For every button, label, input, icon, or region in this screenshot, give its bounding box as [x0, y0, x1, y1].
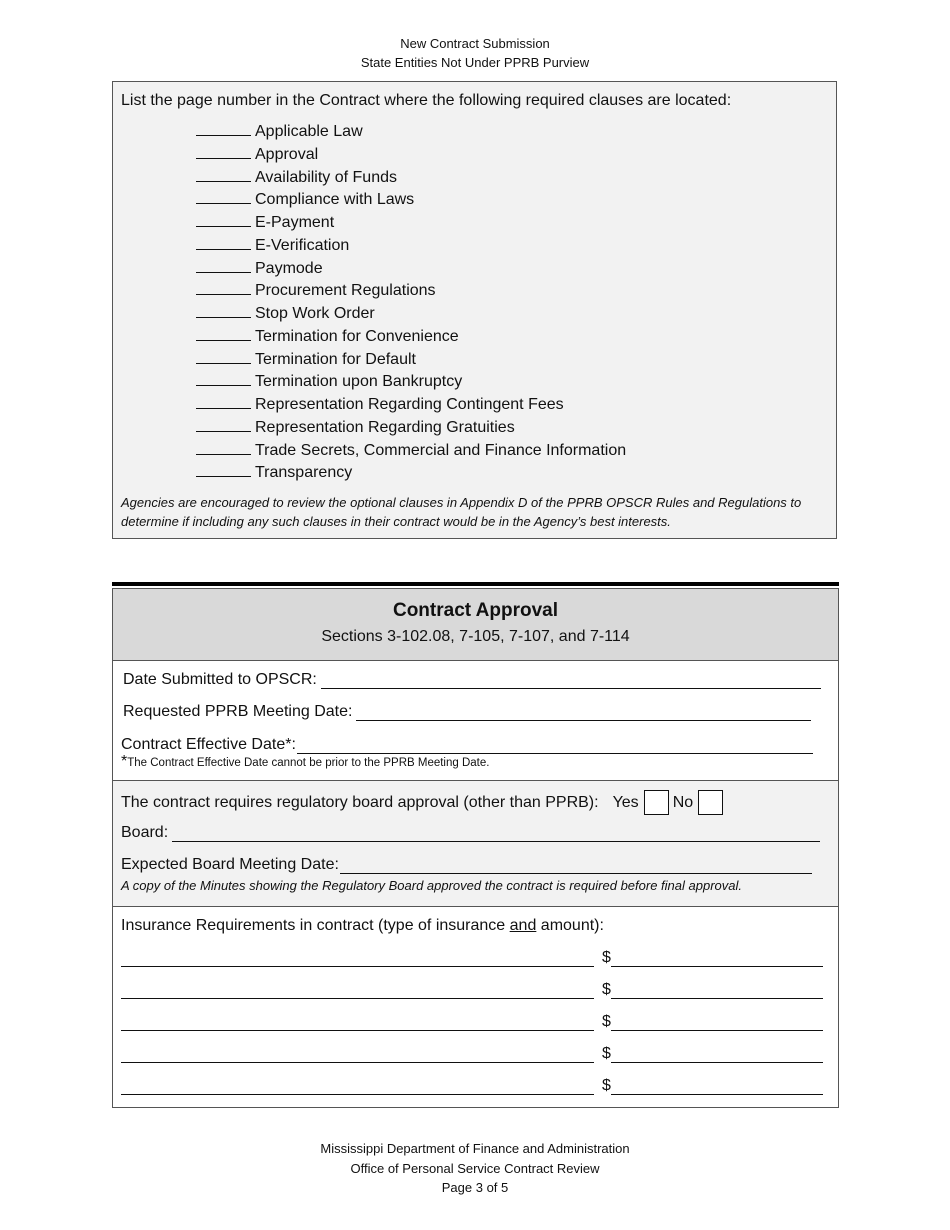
insurance-row: [121, 1013, 823, 1031]
clause-page-blank[interactable]: [196, 349, 251, 364]
insurance-label-pre: Insurance Requirements in contract (type of insurance: [121, 917, 510, 934]
board-row: [121, 824, 820, 842]
clause-item: [196, 144, 626, 167]
insurance-amount-field[interactable]: [611, 1048, 823, 1063]
insurance-row: [121, 1077, 823, 1095]
clause-page-blank[interactable]: [196, 303, 251, 318]
meeting-date-row: [123, 703, 811, 721]
yes-label: Yes: [612, 793, 639, 811]
board-meeting-row: [121, 856, 812, 874]
clause-label: Trade Secrets, Commercial and Finance Information: [255, 441, 627, 459]
dollar-sign: $: [602, 1013, 611, 1030]
effective-date-note: [121, 753, 489, 771]
clause-item: [196, 303, 626, 326]
clause-page-blank[interactable]: [196, 394, 251, 409]
clause-page-blank[interactable]: [196, 189, 251, 204]
meeting-date-label: Requested PPRB Meeting Date:: [123, 703, 353, 720]
clause-item: [196, 394, 626, 417]
footer-office: Office of Personal Service Contract Review: [350, 1160, 600, 1176]
clause-label: Availability of Funds: [255, 168, 397, 186]
clause-item: [196, 189, 626, 212]
header-title: New Contract Submission: [400, 36, 550, 51]
page-footer: [0, 1139, 950, 1198]
clause-page-blank[interactable]: [196, 371, 251, 386]
clause-label: Representation Regarding Gratuities: [255, 418, 515, 436]
insurance-type-field[interactable]: [121, 952, 594, 967]
clause-label: Approval: [255, 145, 319, 163]
yes-checkbox[interactable]: [644, 790, 669, 815]
date-submitted-field[interactable]: [321, 674, 821, 689]
page-number: Page 3 of 5: [441, 1180, 509, 1195]
header-subtitle: State Entities Not Under PPRB Purview: [360, 55, 590, 70]
insurance-amount-field[interactable]: [611, 984, 823, 999]
no-checkbox[interactable]: [698, 790, 723, 815]
clause-item: [196, 212, 626, 235]
clause-label: Compliance with Laws: [255, 191, 415, 209]
clause-item: [196, 417, 626, 440]
insurance-section: [113, 907, 838, 1107]
board-meeting-label: Expected Board Meeting Date:: [121, 856, 339, 873]
insurance-type-field[interactable]: [121, 1016, 594, 1031]
clause-page-blank[interactable]: [196, 212, 251, 227]
regulatory-board-section: [113, 781, 838, 907]
required-clauses-box: [112, 81, 837, 539]
clause-page-blank[interactable]: [196, 440, 251, 455]
effective-date-label: Contract Effective Date*:: [121, 736, 296, 753]
board-label: Board:: [121, 824, 169, 841]
clause-label: Stop Work Order: [255, 305, 375, 322]
board-question: The contract requires regulatory board approval (other than PPRB):: [121, 793, 599, 811]
clause-item: [196, 440, 626, 463]
clause-page-blank[interactable]: [196, 280, 251, 295]
board-field[interactable]: [172, 827, 820, 842]
clause-page-blank[interactable]: [196, 167, 251, 182]
clause-page-blank[interactable]: [196, 462, 251, 477]
footer-department: Mississippi Department of Finance and Administration: [320, 1141, 630, 1156]
insurance-amount-field[interactable]: [611, 952, 823, 967]
clause-label: Paymode: [255, 259, 323, 277]
clause-page-blank[interactable]: [196, 417, 251, 432]
clause-item: [196, 167, 626, 190]
clause-item: [196, 326, 626, 349]
clause-label: Representation Regarding Contingent Fees: [255, 396, 564, 413]
no-label: No: [672, 793, 694, 811]
dollar-sign: $: [602, 981, 611, 998]
clause-label: Applicable Law: [255, 123, 363, 140]
dollar-sign: $: [602, 1045, 611, 1062]
page-header: [0, 34, 950, 72]
dates-section: [113, 661, 838, 781]
insurance-label-and: and: [509, 917, 537, 934]
clause-label: Procurement Regulations: [255, 282, 436, 300]
meeting-date-field[interactable]: [356, 706, 811, 721]
clause-item: [196, 462, 626, 485]
dollar-sign: $: [602, 949, 611, 966]
date-submitted-row: [123, 671, 821, 689]
clauses-intro: List the page number in the Contract where the following required clauses are located:: [121, 92, 732, 109]
board-meeting-field[interactable]: [340, 859, 812, 874]
clause-item: [196, 280, 626, 303]
insurance-row: [121, 981, 823, 999]
clause-label: Termination for Default: [255, 350, 416, 368]
clause-page-blank[interactable]: [196, 144, 251, 159]
clause-item: [196, 349, 626, 372]
section-divider: [112, 582, 839, 586]
clause-label: Termination for Convenience: [255, 327, 459, 345]
insurance-label-post: amount):: [536, 917, 604, 934]
clause-page-blank[interactable]: [196, 326, 251, 341]
insurance-row: [121, 1045, 823, 1063]
clause-label: E-Payment: [255, 214, 335, 231]
clause-label: Transparency: [255, 464, 353, 482]
insurance-label: [121, 917, 604, 935]
board-minutes-note: A copy of the Minutes showing the Regulatory Board approved the contract is required before final approval.: [121, 878, 742, 893]
approval-title: Contract Approval: [392, 600, 559, 621]
clause-list: [196, 121, 626, 485]
effective-date-row: [121, 736, 813, 754]
approval-subtitle: Sections 3-102.08, 7-105, 7-107, and 7-114: [321, 628, 630, 645]
insurance-amount-field[interactable]: [611, 1016, 823, 1031]
approval-title-section: [113, 589, 838, 661]
clause-page-blank[interactable]: [196, 235, 251, 250]
clause-page-blank[interactable]: [196, 121, 251, 136]
insurance-type-field[interactable]: [121, 984, 594, 999]
effective-note-text: The Contract Effective Date cannot be prior to the PPRB Meeting Date.: [127, 757, 490, 769]
clause-item: [196, 371, 626, 394]
clause-item: [196, 235, 626, 258]
insurance-amount-field[interactable]: [611, 1080, 823, 1095]
clause-page-blank[interactable]: [196, 258, 251, 273]
effective-note-star: *: [121, 753, 128, 770]
clauses-note: Agencies are encouraged to review the optional clauses in Appendix D of the PPRB OPSCR Rules and Regulations to determine if including any such clauses in their contract would be in the Agency’s best interests.: [121, 495, 802, 529]
clause-item: [196, 121, 626, 144]
board-approval-row: [121, 790, 727, 815]
insurance-row: [121, 949, 823, 967]
clause-item: [196, 258, 626, 281]
clause-label: E-Verification: [255, 236, 350, 254]
effective-date-field[interactable]: [297, 739, 813, 754]
dollar-sign: $: [602, 1077, 611, 1094]
insurance-type-field[interactable]: [121, 1080, 594, 1095]
date-submitted-label: Date Submitted to OPSCR:: [123, 671, 317, 688]
contract-approval-table: [112, 588, 839, 1108]
clause-label: Termination upon Bankruptcy: [255, 373, 463, 391]
insurance-type-field[interactable]: [121, 1048, 594, 1063]
